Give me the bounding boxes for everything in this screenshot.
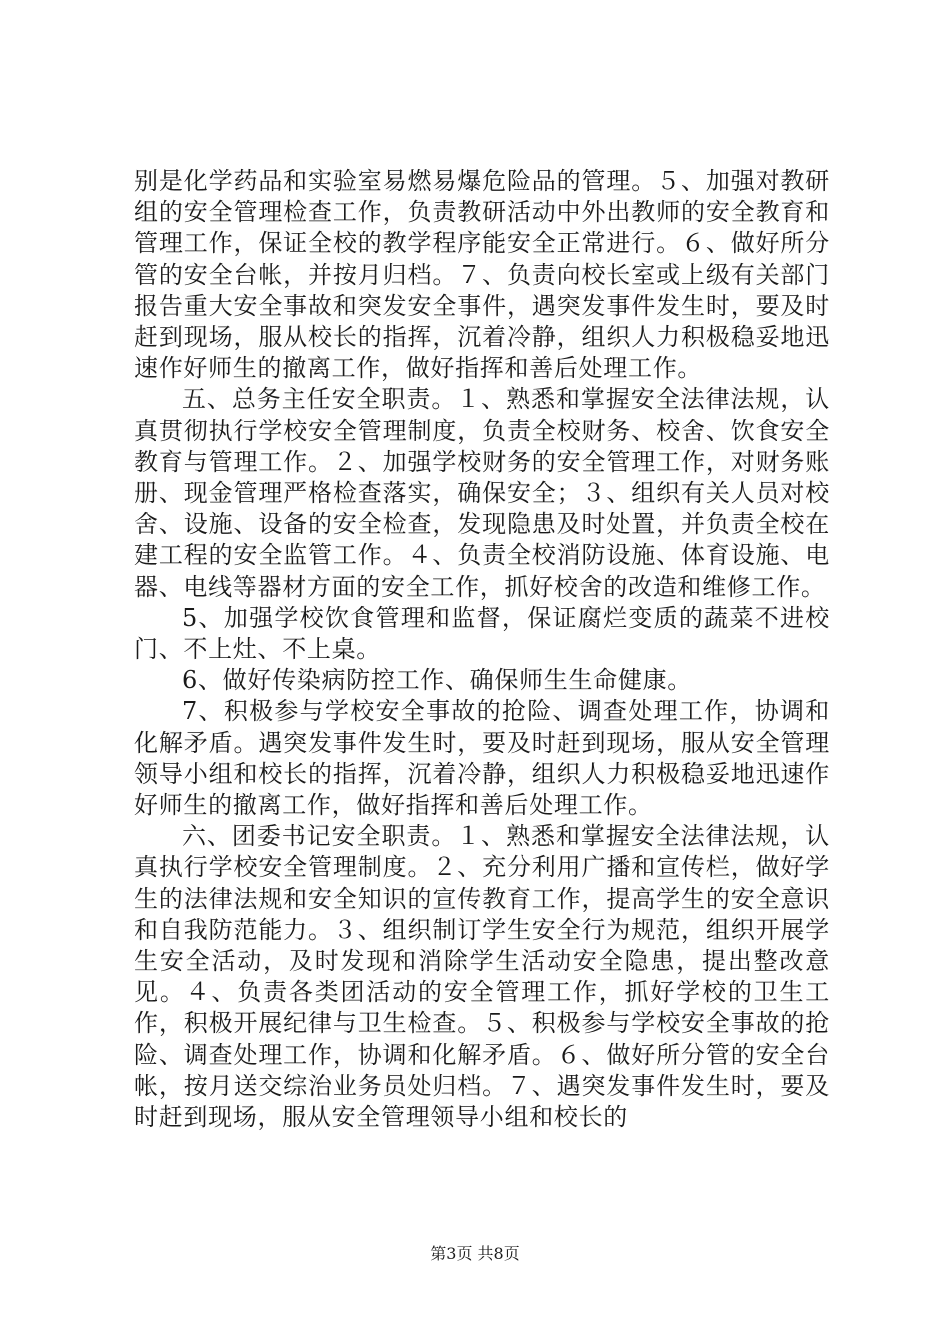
document-body	[134, 166, 830, 1133]
paragraph-general-affairs-duties: 五、总务主任安全职责。１、熟悉和掌握安全法律法规，认真贯彻执行学校安全管理制度，负责全校财务、校舍、饮食安全教育与管理工作。２、加强学校财务的安全管理工作，对财务账册、现金管理严格检查落实，确保安全；３、组织有关人员对校舍、设施、设备的安全检查，发现隐患及时处置，并负责全校在建工程的安全监管工作。４、负责全校消防设施、体育设施、电器、电线等器材方面的安全工作，抓好校舍的改造和维修工作。	[134, 385, 830, 601]
paragraph-youth-league-duties: 六、团委书记安全职责。１、熟悉和掌握安全法律法规，认真执行学校安全管理制度。２、充分利用广播和宣传栏，做好学生的法律法规和安全知识的宣传教育工作，提高学生的安全意识和自我防范能力。３、组织制订学生安全行为规范，组织开展学生安全活动，及时发现和消除学生活动安全隐患，提出整改意见。４、负责各类团活动的安全管理工作，抓好学校的卫生工作，积极开展纪律与卫生检查。５、积极参与学校安全事故的抢险、调查处理工作，协调和化解矛盾。６、做好所分管的安全台帐，按月送交综治业务员处归档。７、遇突发事件发生时，要及时赶到现场，服从安全管理领导小组和校长的	[134, 822, 830, 1132]
paragraph-continuation: 别是化学药品和实验室易燃易爆危险品的管理。５、加强对教研组的安全管理检查工作，负责教研活动中外出教师的安全教育和管理工作，保证全校的教学程序能安全正常进行。６、做好所分管的安全台帐，并按月归档。７、负责向校长室或上级有关部门报告重大安全事故和突发安全事件，遇突发事件发生时，要及时赶到现场，服从校长的指挥，沉着冷静，组织人力积极稳妥地迅速作好师生的撤离工作，做好指挥和善后处理工作。	[134, 167, 830, 383]
paragraph-item-6-disease: 6、做好传染病防控工作、确保师生生命健康。	[182, 666, 692, 695]
page-number-footer: 第3页 共8页	[430, 1244, 520, 1263]
paragraph-item-7-emergency: 7、积极参与学校安全事故的抢险、调查处理工作，协调和化解矛盾。遇突发事件发生时，要及时赶到现场，服从安全管理领导小组和校长的指挥，沉着冷静，组织人力积极稳妥地迅速作好师生的撤离工作，做好指挥和善后处理工作。	[134, 697, 830, 820]
paragraph-item-5-food: 5、加强学校饮食管理和监督，保证腐烂变质的蔬菜不进校门、不上灶、不上桌。	[134, 603, 830, 664]
